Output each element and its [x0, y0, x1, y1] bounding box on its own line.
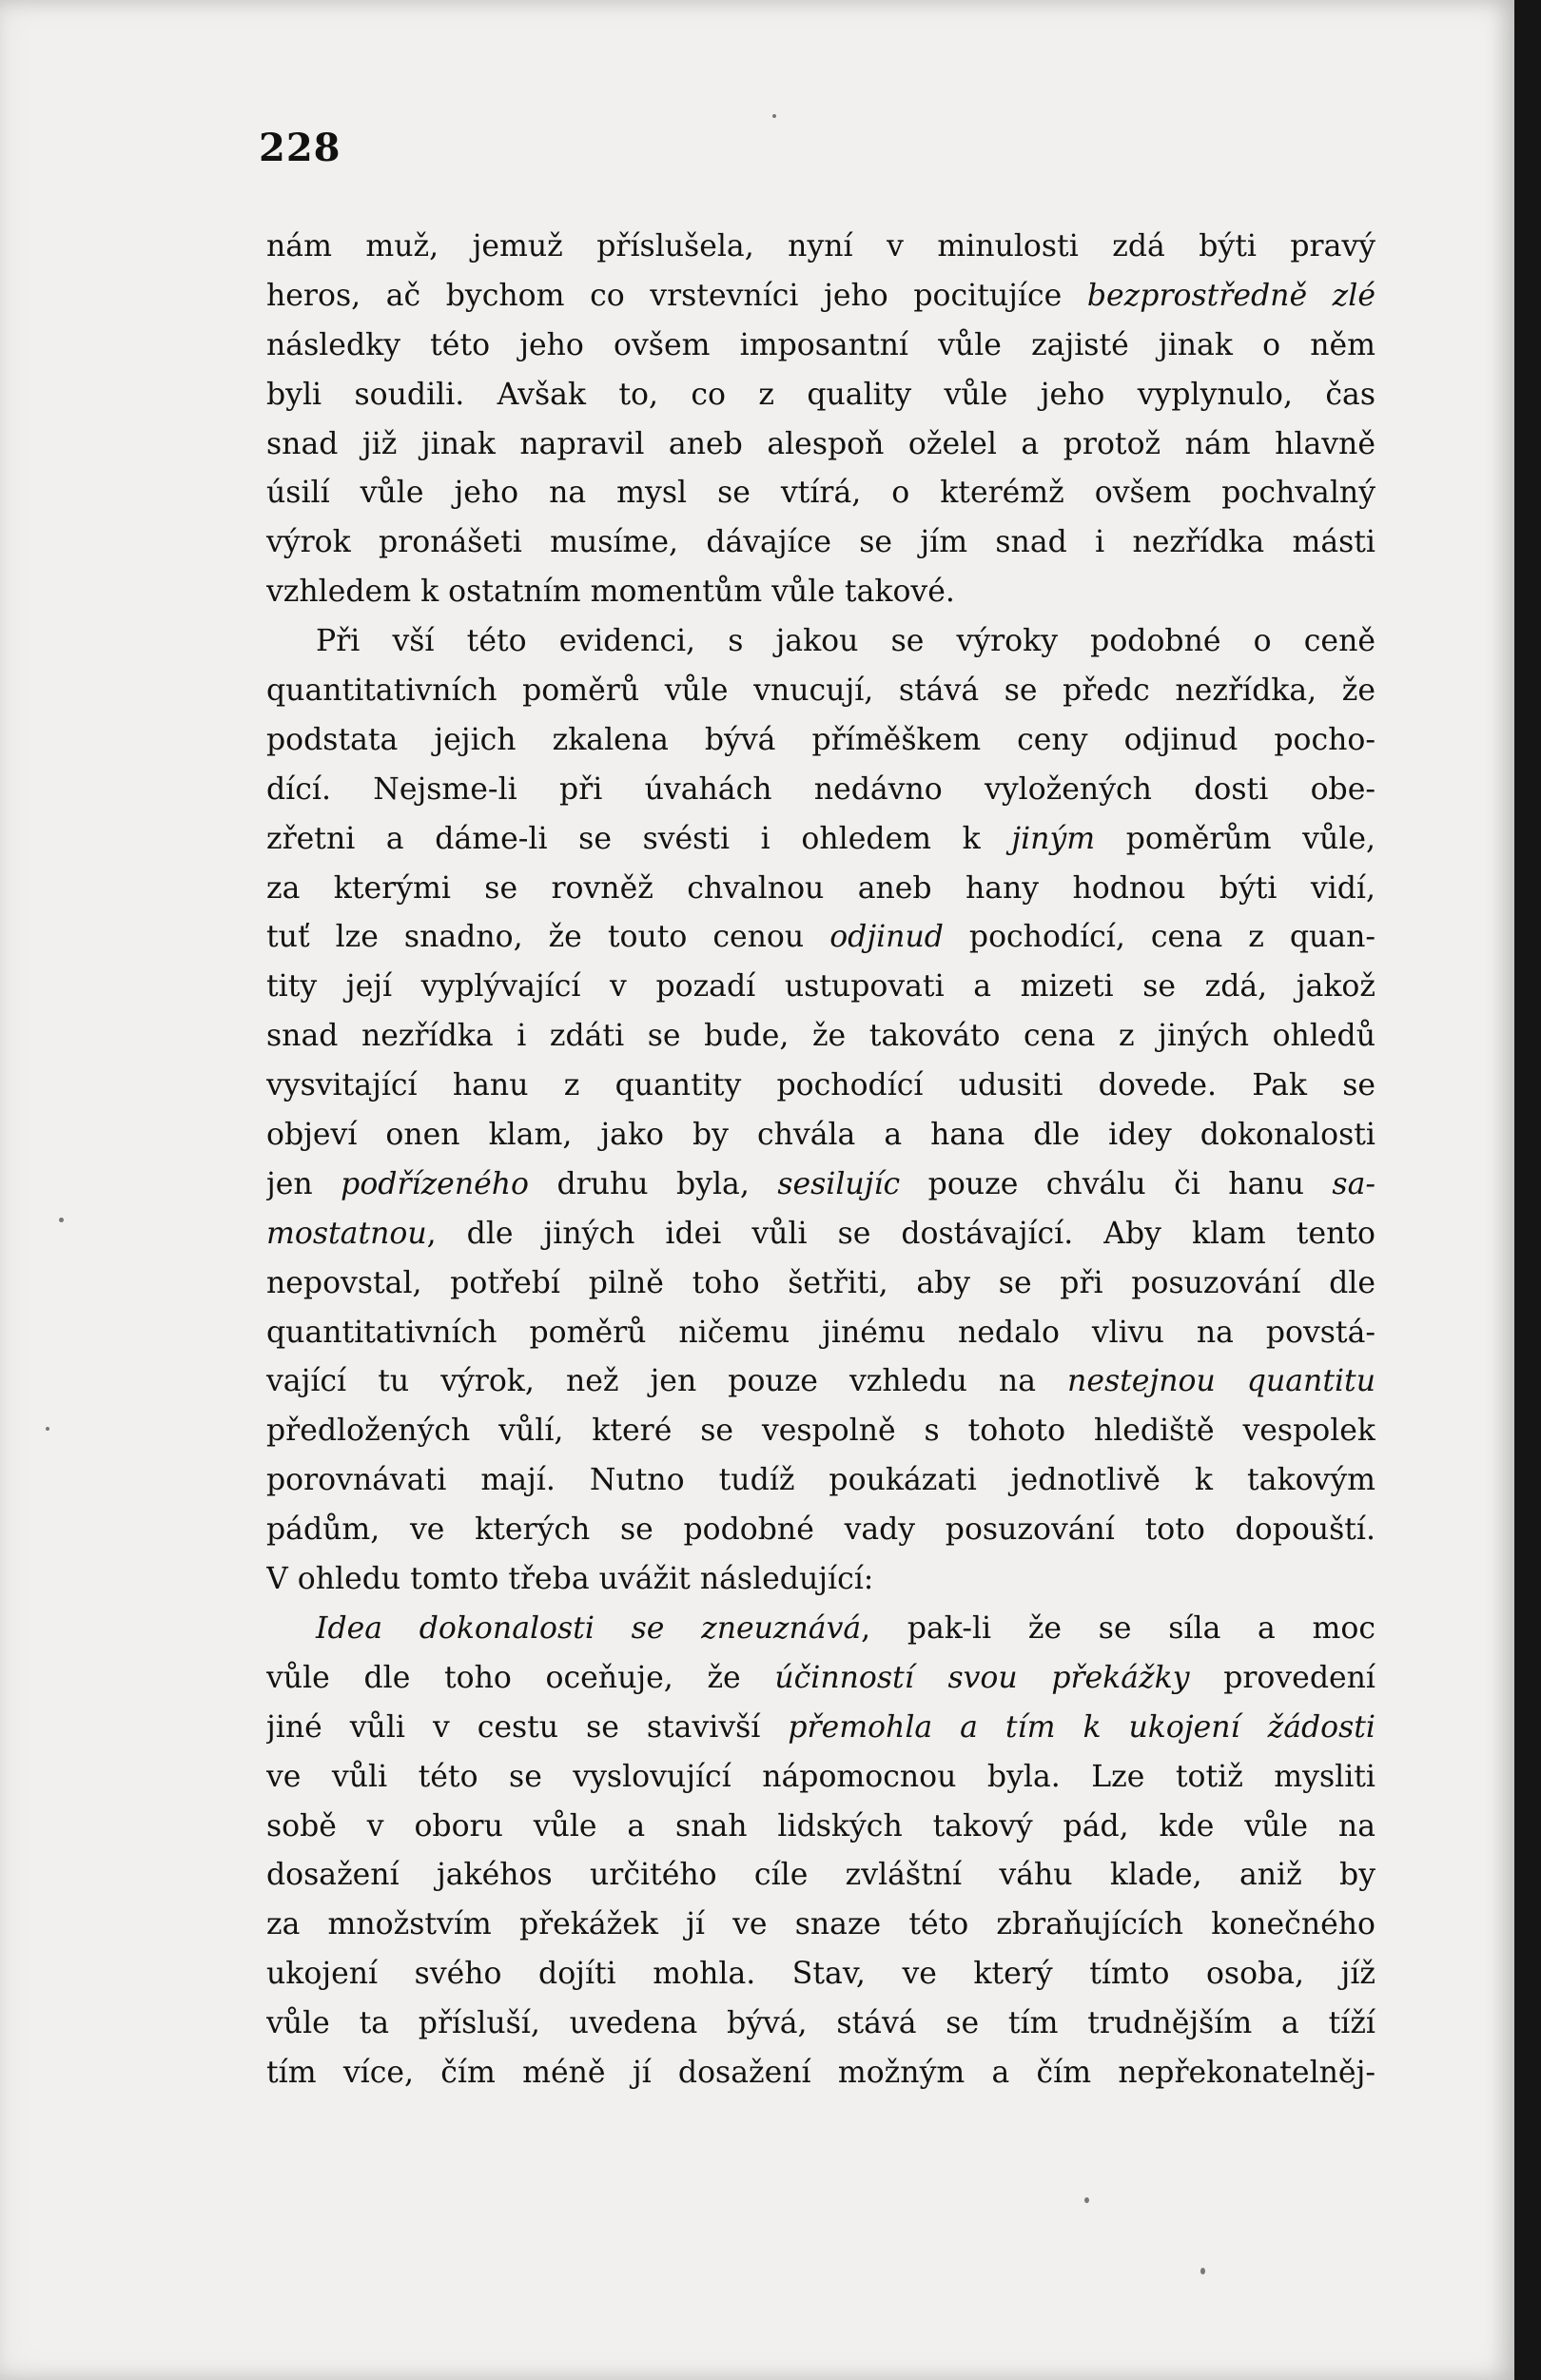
text-line — [266, 1309, 1375, 1358]
text-segment: pádům, ve kterých se podobné vady posuzování toto dopouští. — [266, 1512, 1375, 1548]
text-segment: dící. Nejsme-li při úvahách nedávno vyložených dosti obe- — [266, 771, 1375, 807]
italic-text-segment: Idea dokonalosti se zneuznává — [316, 1610, 862, 1646]
text-segment: pochodící, cena z quan- — [943, 920, 1375, 955]
scan-edge — [1514, 0, 1541, 2380]
text-segment: tím více, čím méně jí dosažení možným a čím nepřekonatelněj- — [266, 2055, 1375, 2090]
text-segment: , dle jiných idei vůli se dostávající. Aby klam tento — [426, 1216, 1375, 1251]
text-line — [266, 2049, 1375, 2098]
italic-text-segment: přemohla a tím k ukojení žádosti — [788, 1709, 1375, 1745]
text-line — [266, 716, 1375, 766]
text-segment: heros, ač bychom co vrstevníci jeho pocitujíce — [266, 278, 1087, 313]
text-line — [266, 1062, 1375, 1111]
text-segment: předložených vůlí, které se vespolně s tohoto hlediště vespolek — [266, 1414, 1375, 1449]
italic-text-segment: mostatnou — [266, 1216, 427, 1251]
text-line — [266, 617, 1375, 667]
text-segment: sobě v oboru vůle a snah lidských takový pád, kde vůle na — [266, 1808, 1375, 1844]
text-segment: ukojení svého dojíti mohla. Stav, ve který tímto osoba, jíž — [266, 1957, 1375, 1992]
text-segment: Při vší této evidenci, s jakou se výroky podobné o ceně — [316, 624, 1375, 659]
text-segment: vůle dle toho oceňuje, že — [266, 1660, 775, 1695]
text-segment: vysvitající hanu z quantity pochodící udusiti dovede. Pak se — [266, 1068, 1375, 1103]
text-segment: podstata jejich zkalena bývá příměškem ceny odjinud pocho- — [266, 722, 1375, 757]
text-line — [266, 1753, 1375, 1803]
text-line — [266, 1555, 1375, 1605]
text-line — [266, 1851, 1375, 1901]
text-segment: quantitativních poměrů vůle vnucují, stává se předc nezřídka, že — [266, 673, 1375, 709]
scan-speck — [772, 114, 776, 118]
text-segment: V ohledu tomto třeba uvážit následující: — [266, 1562, 874, 1597]
text-line — [266, 1259, 1375, 1309]
text-segment: vající tu výrok, než jen pouze vzhledu na — [266, 1364, 1068, 1399]
text-segment: , pak-li že se síla a moc — [861, 1610, 1375, 1646]
text-line — [266, 1506, 1375, 1555]
text-segment: dosažení jakéhos určitého cíle zvláštní váhu klade, aniž by — [266, 1858, 1375, 1893]
text-segment: jiné vůli v cestu se stavivší — [266, 1709, 789, 1745]
text-segment: ve vůli této se vyslovující nápomocnou byla. Lze totiž mysliti — [266, 1759, 1375, 1794]
text-line — [266, 963, 1375, 1012]
text-line — [266, 518, 1375, 568]
text-line — [266, 1111, 1375, 1161]
text-line — [266, 469, 1375, 518]
text-segment: snad nezřídka i zdáti se bude, že takováto cena z jiných ohledů — [266, 1019, 1375, 1054]
text-segment: porovnávati mají. Nutno tudíž poukázati jednotlivě k takovým — [266, 1463, 1375, 1498]
italic-text-segment: nestejnou quantitu — [1067, 1364, 1375, 1399]
text-segment: quantitativních poměrů ničemu jinému nedalo vlivu na povstá- — [266, 1315, 1375, 1350]
italic-text-segment: účinností svou překážky — [774, 1660, 1190, 1695]
scan-speck — [1200, 2268, 1205, 2274]
text-line — [266, 420, 1375, 470]
scan-speck — [59, 1218, 64, 1222]
text-segment: pouze chválu či hanu — [900, 1166, 1333, 1201]
scan-speck — [46, 1427, 49, 1431]
text-line — [266, 913, 1375, 963]
italic-text-segment: sa- — [1332, 1166, 1375, 1201]
text-segment: výrok pronášeti musíme, dávajíce se jím snad i nezřídka másti — [266, 525, 1375, 560]
text-line — [266, 371, 1375, 420]
text-segment: vůle ta přísluší, uvedena bývá, stává se tím trudnějším a tíží — [266, 2006, 1375, 2041]
text-segment: zřetni a dáme-li se svésti i ohledem k — [266, 821, 1012, 856]
text-line — [266, 1654, 1375, 1704]
italic-text-segment: podřízeného — [341, 1166, 530, 1201]
text-segment: následky této jeho ovšem imposantní vůle zajisté jinak o něm — [266, 327, 1375, 362]
text-line — [266, 223, 1375, 272]
text-line — [266, 1901, 1375, 1950]
text-segment: za kterými se rovněž chvalnou aneb hany hodnou býti vidí, — [266, 870, 1375, 906]
text-segment: jen — [266, 1166, 341, 1201]
text-line — [266, 1012, 1375, 1062]
text-line — [266, 568, 1375, 617]
text-segment: tity její vyplývající v pozadí ustupovati a mizeti se zdá, jakož — [266, 969, 1375, 1005]
scan-speck — [1084, 2197, 1089, 2203]
page-number: 228 — [259, 126, 341, 170]
text-segment: provedení — [1189, 1660, 1375, 1695]
text-segment: úsilí vůle jeho na mysl se vtírá, o kterémž ovšem pochvalný — [266, 476, 1375, 511]
text-line — [266, 322, 1375, 371]
text-segment: tuť lze snadno, že touto cenou — [266, 920, 830, 955]
italic-text-segment: bezprostředně zlé — [1086, 278, 1375, 313]
text-segment: druhu byla, — [529, 1166, 778, 1201]
text-segment: nám muž, jemuž příslušela, nyní v minulosti zdá býti pravý — [266, 229, 1375, 263]
text-line — [266, 766, 1375, 815]
text-line — [266, 272, 1375, 322]
text-line — [266, 667, 1375, 716]
text-line — [266, 1407, 1375, 1456]
text-line — [266, 2000, 1375, 2049]
text-line — [266, 1950, 1375, 2000]
italic-text-segment: sesilujíc — [777, 1166, 901, 1201]
italic-text-segment: odjinud — [829, 920, 944, 955]
text-segment: poměrům vůle, — [1095, 821, 1375, 856]
text-segment: nepovstal, potřebí pilně toho šetřiti, aby se při posuzování dle — [266, 1265, 1375, 1300]
text-line — [266, 1456, 1375, 1506]
text-segment: vzhledem k ostatním momentům vůle takové. — [266, 575, 955, 610]
body-text — [266, 223, 1375, 2098]
italic-text-segment: jiným — [1011, 821, 1096, 856]
text-segment: objeví onen klam, jako by chvála a hana dle idey dokonalosti — [266, 1118, 1375, 1153]
text-line — [266, 1357, 1375, 1407]
text-line — [266, 1210, 1375, 1259]
text-line — [266, 1161, 1375, 1210]
text-line — [266, 815, 1375, 865]
text-line — [266, 1704, 1375, 1753]
text-line — [266, 1605, 1375, 1654]
text-segment: byli soudili. Avšak to, co z quality vůle jeho vyplynulo, čas — [266, 377, 1375, 412]
text-line — [266, 865, 1375, 914]
text-segment: snad již jinak napravil aneb alespoň oželel a protož nám hlavně — [266, 426, 1375, 461]
text-line — [266, 1803, 1375, 1852]
text-segment: za množstvím překážek jí ve snaze této zbraňujících konečného — [266, 1907, 1375, 1942]
